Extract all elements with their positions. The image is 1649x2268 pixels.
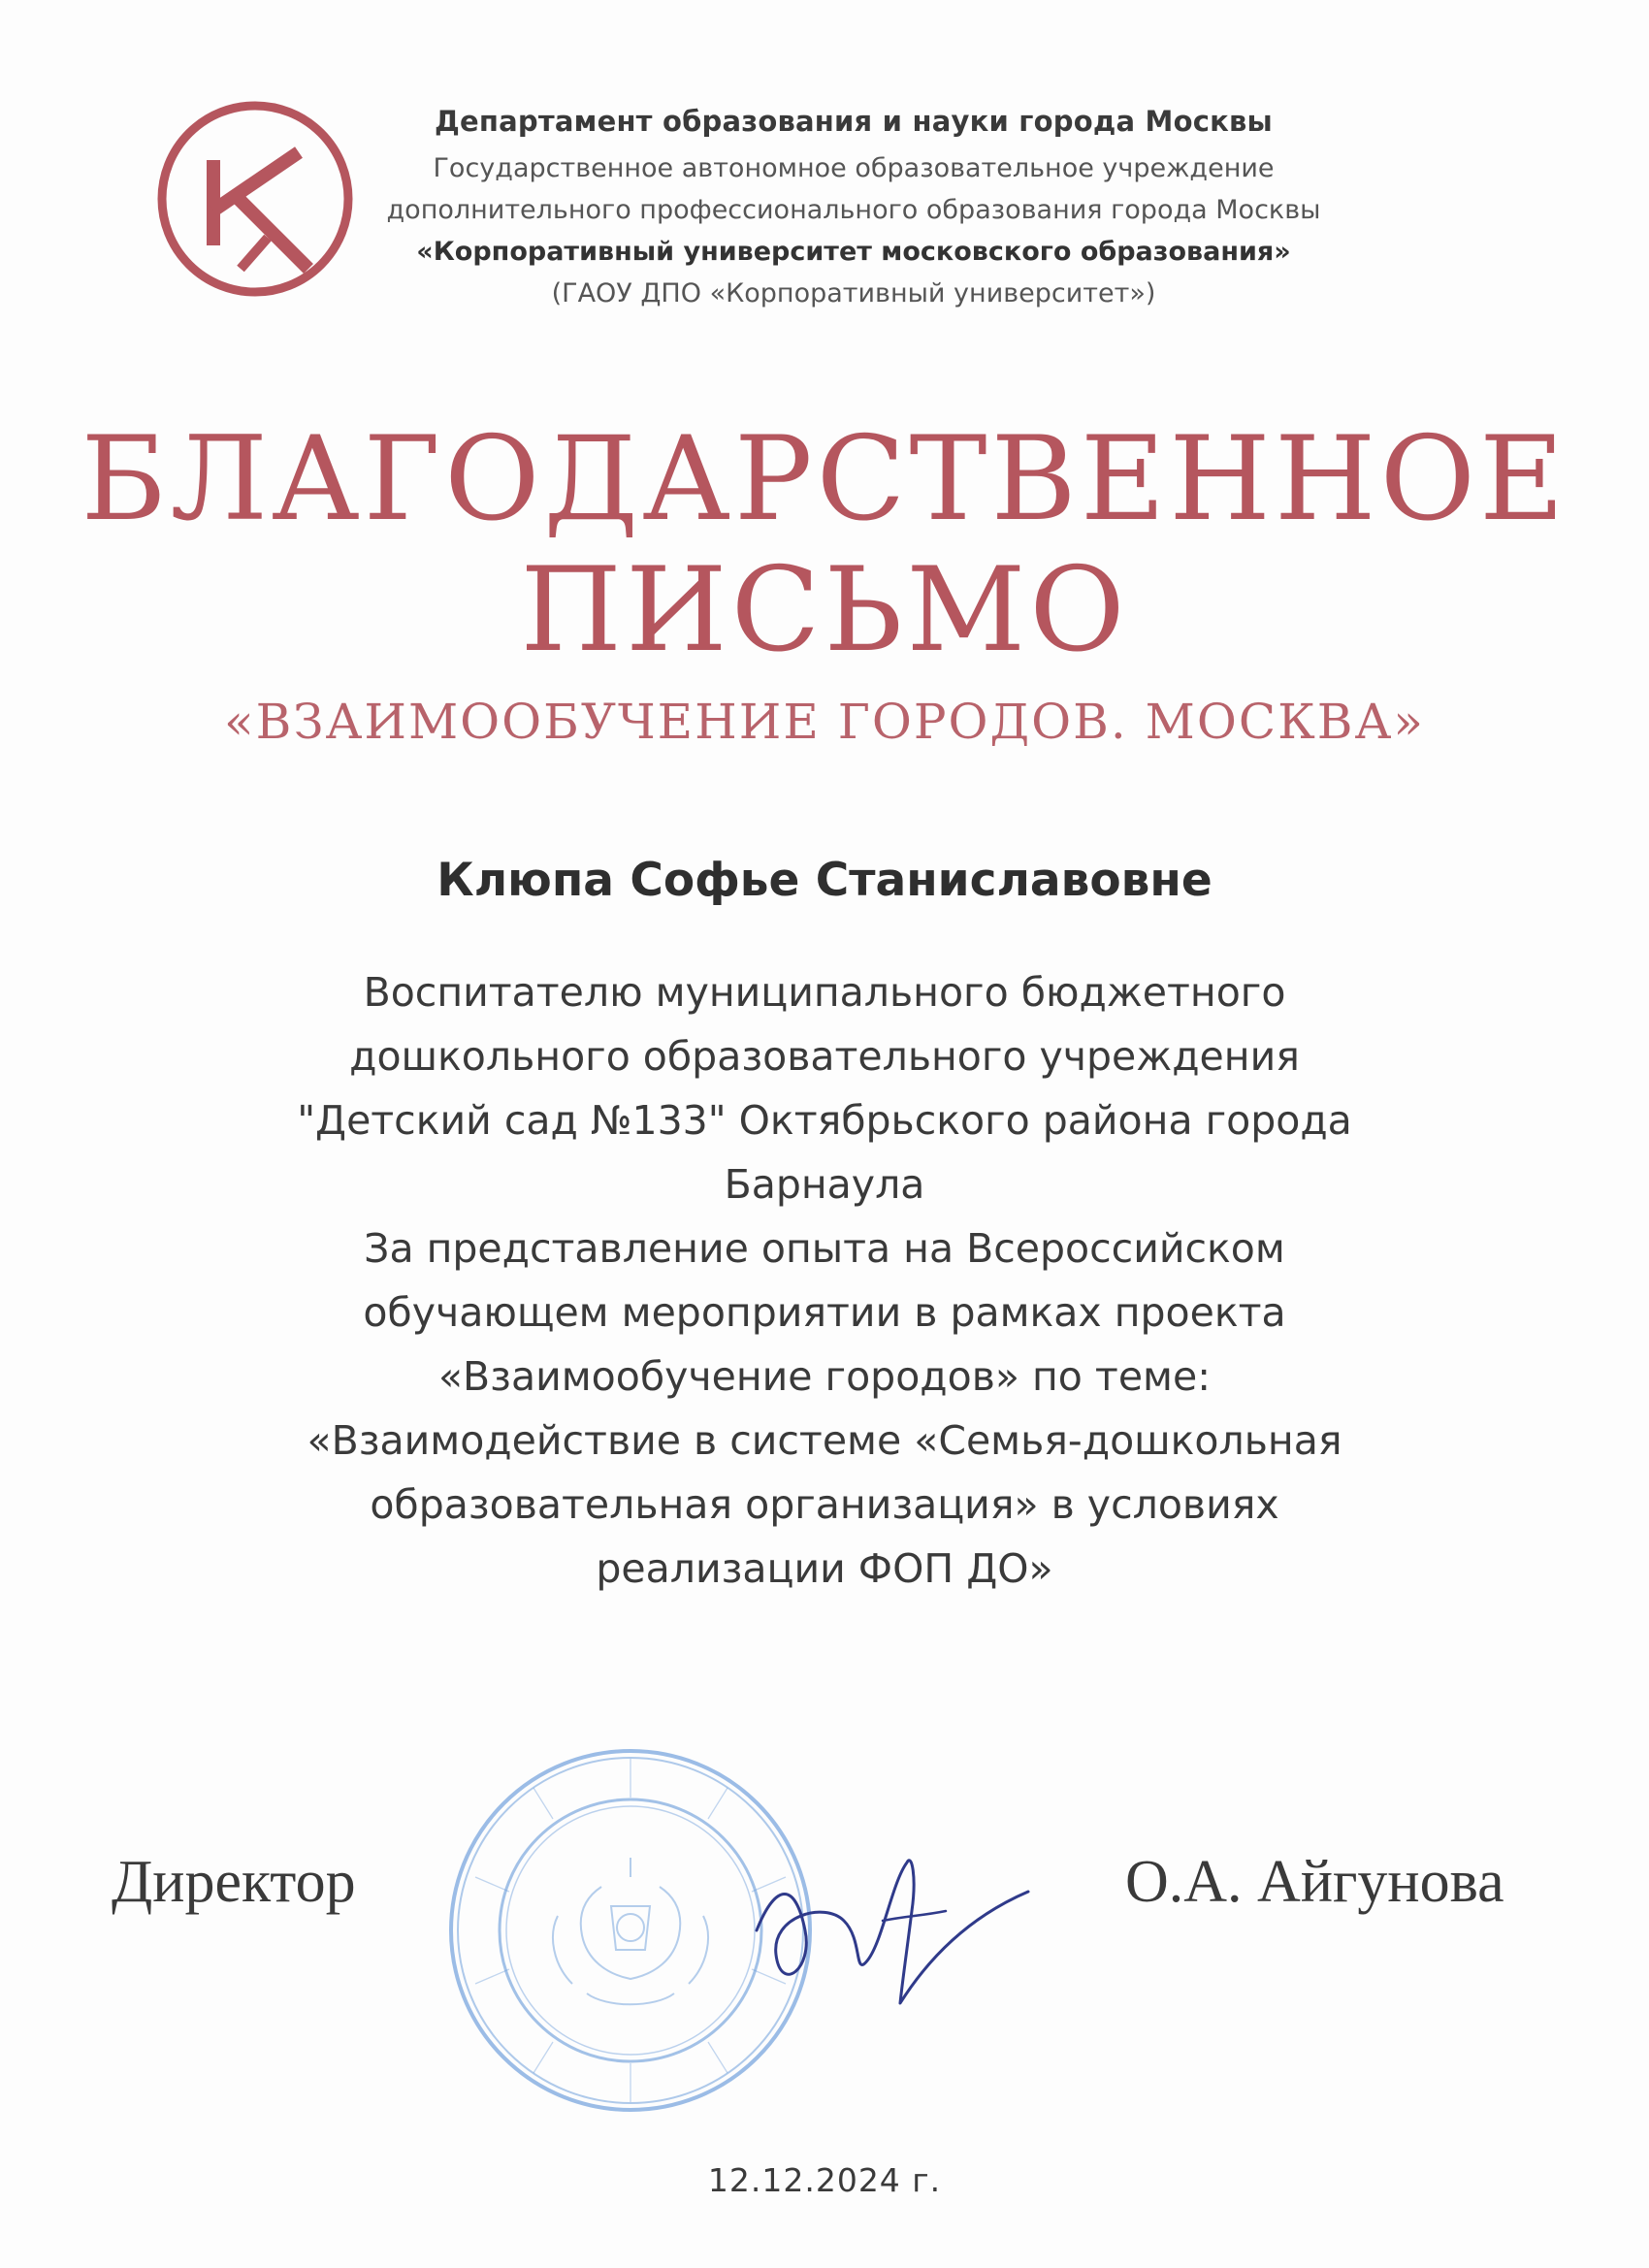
document-subtitle: «ВЗАИМООБУЧЕНИЕ ГОРОДОВ. МОСКВА» [224,694,1425,750]
document-title-line-2: ПИСЬМО [520,543,1129,678]
header-line-1: Государственное автономное образовательное учреждение [433,153,1275,183]
university-logo [153,92,357,306]
issuer-header [369,105,1339,314]
body-line: обучающем мероприятии в рамках проекта [363,1289,1286,1336]
body-line: "Детский сад №133" Октябрьского района города [297,1097,1352,1144]
body-line: Воспитателю муниципального бюджетного [363,969,1286,1016]
body-line: «Взаимообучение городов» по теме: [437,1353,1212,1400]
signatory-name: О.А. Айгунова [1125,1849,1504,1915]
department-name: Департамент образования и науки города Москвы [435,105,1273,138]
body-line: «Взаимодействие в системе «Семья-дошкольная [307,1417,1342,1464]
issue-date: 12.12.2024 г. [707,2161,942,2199]
signatory-role: Директор [112,1849,356,1915]
header-line-3: «Корпоративный университет московского образования» [416,237,1291,267]
header-line-2: дополнительного профессионального образования города Москвы [386,195,1321,225]
body-line: образовательная организация» в условиях [370,1481,1279,1528]
letter-body [194,960,1455,1601]
header-line-4: (ГАОУ ДПО «Корпоративный университет») [551,278,1156,308]
body-line: дошкольного образовательного учреждения [349,1033,1300,1080]
recipient-name: Клюпа Софье Станиславовне [436,854,1212,907]
handwritten-signature [737,1824,1048,2018]
body-line: реализации ФОП ДО» [596,1545,1053,1592]
body-line: За представление опыта на Всероссийском [364,1225,1285,1272]
body-line: Барнаула [724,1161,925,1208]
document-title-line-1: БЛАГОДАРСТВЕННОЕ [81,412,1568,547]
